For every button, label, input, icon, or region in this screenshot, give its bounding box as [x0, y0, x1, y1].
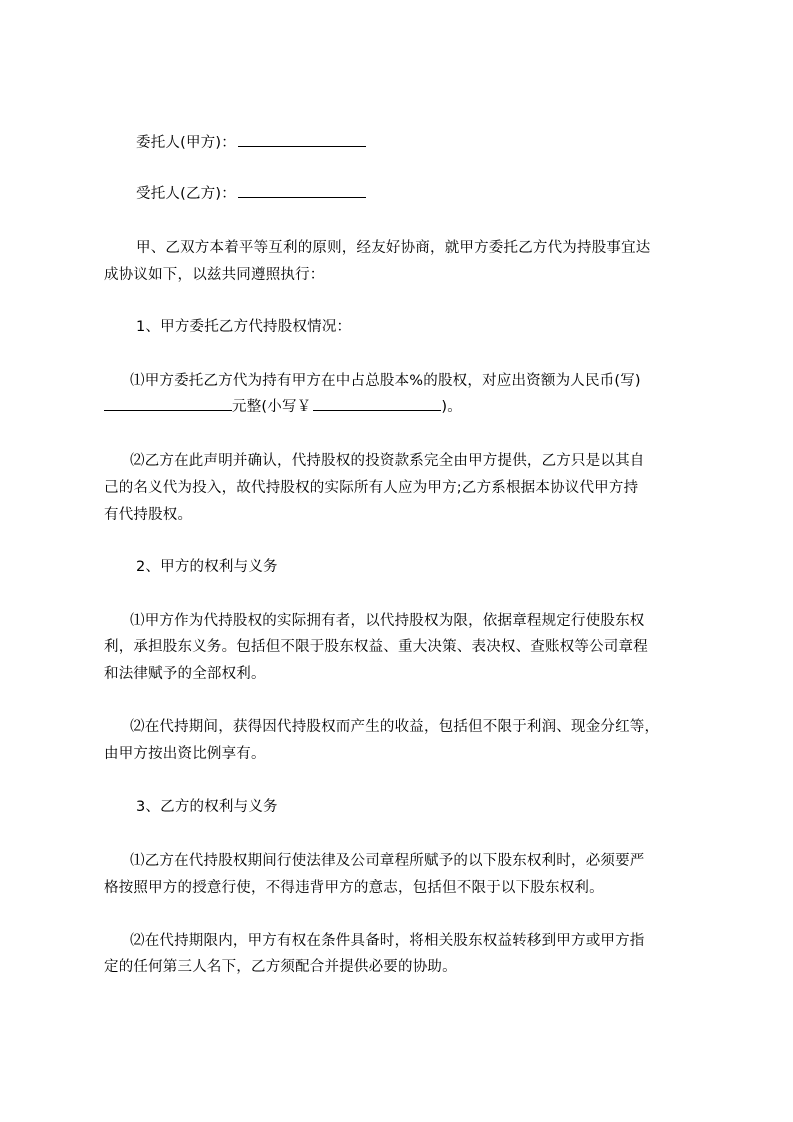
intro-line-1: 甲、乙双方本着平等互利的原则，经友好协商，就甲方委托乙方代为持股事宜达: [136, 240, 651, 256]
section3-item2-line2: 定的任何第三人名下，乙方须配合并提供必要的协助。: [104, 959, 457, 975]
section3-item2-line1: ⑵在代持期限内，甲方有权在条件具备时，将相关股东权益转移到甲方或甲方指: [130, 933, 645, 949]
section1-item2-line1: ⑵乙方在此声明并确认，代持股权的投资款系完全由甲方提供，乙方只是以其自: [130, 453, 645, 469]
section2-item2-line2: 由甲方按出资比例享有。: [104, 746, 266, 762]
principal-row: [136, 133, 746, 153]
section2-item1-line2: 利，承担股东义务。包括但不限于股东权益、重大决策、表决权、查账权等公司章程: [104, 639, 648, 655]
section1-item1-line2: [104, 397, 704, 417]
agent-blank: [238, 184, 366, 198]
section1-item1-line1: ⑴甲方委托乙方代为持有甲方在中占总股本%的股权，对应出资额为人民币(写): [130, 373, 641, 389]
amount-words-blank: [104, 397, 232, 411]
amount-end-text: )。: [441, 399, 462, 415]
intro-line-2: 成协议如下，以兹共同遵照执行：: [104, 267, 325, 283]
amount-figures-blank: [313, 397, 441, 411]
section1-item2-line3: 有代持股权。: [104, 507, 193, 523]
principal-label: 委托人(甲方)：: [136, 135, 236, 151]
section1-heading: 1、甲方委托乙方代持股权情况：: [136, 319, 352, 335]
section3-heading: 3、乙方的权利与义务: [136, 799, 278, 815]
section2-item1-line1: ⑴甲方作为代持股权的实际拥有者，以代持股权为限，依据章程规定行使股东权: [130, 613, 645, 629]
principal-blank: [238, 133, 366, 147]
section2-heading: 2、甲方的权利与义务: [136, 559, 278, 575]
agent-label: 受托人(乙方)：: [136, 186, 236, 202]
amount-mid-text: 元整(小写￥: [232, 399, 312, 415]
section3-item1-line1: ⑴乙方在代持股权期间行使法律及公司章程所赋予的以下股东权利时，必须要严: [130, 853, 645, 869]
section1-item2-line2: 己的名义代为投入，故代持股权的实际所有人应为甲方;乙方系根据本协议代甲方持: [104, 480, 639, 496]
agent-row: [136, 184, 746, 204]
section2-item2-line1: ⑵在代持期间，获得因代持股权而产生的收益，包括但不限于利润、现金分红等，: [130, 719, 660, 735]
section3-item1-line2: 格按照甲方的授意行使，不得违背甲方的意志，包括但不限于以下股东权利。: [104, 880, 604, 896]
section2-item1-line3: 和法律赋予的全部权利。: [104, 666, 266, 682]
